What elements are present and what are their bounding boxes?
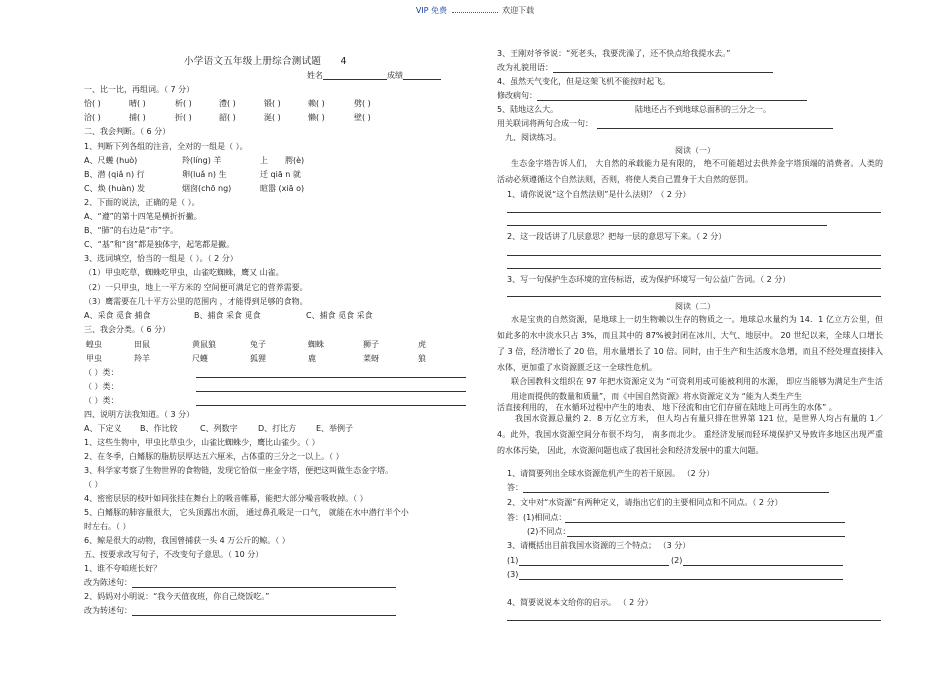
option-part: C、焕 (huàn) 发 bbox=[84, 184, 146, 193]
score-label: 成绩 bbox=[387, 71, 403, 80]
reading-2-paragraph-2b: 活直接利用的， 在水循环过程中产生的地表、 地下径流和由它们存留在陆地上可再生的水体” 。 bbox=[497, 403, 837, 412]
q1-option-b bbox=[84, 171, 301, 179]
q2-text: 2、下面的说法，正确的是（ ）。 bbox=[84, 198, 200, 207]
reading-1-q3: 3、写一句保护生态环境的宣传标语，或为保护环境写一句公益广告词。（ 2 分） bbox=[507, 275, 791, 284]
answer-line[interactable] bbox=[507, 212, 881, 213]
reading-1-q1: 1、请你说说“这个自然法则”是什么法则？（ 2 分） bbox=[507, 190, 691, 199]
s4-item-6: 6、鲸是很大的动物，我国曾捕获一头 4 万公斤的鲸。（ ） bbox=[84, 536, 290, 545]
r4-prompt: 修改病句： bbox=[497, 91, 537, 100]
reading-2-q3-3: (3) bbox=[507, 570, 519, 579]
choice-option[interactable]: B、捕食 采食 觅食 bbox=[194, 311, 261, 320]
s4-item-3: 3、科学家考察了生物世界的食物链，发现它恰似一座金字塔，便把这叫做生态金字塔。 bbox=[84, 466, 394, 475]
animal-word: 菜蚜 bbox=[363, 354, 379, 363]
word-item[interactable]: 锻( ) bbox=[264, 99, 281, 108]
q2-option-b: B、“肺”的右边是“市”字。 bbox=[84, 226, 179, 235]
section-9-heading: 九、阅读练习。 bbox=[505, 133, 561, 142]
section-5-heading: 五、按要求改写句子，不改变句子意思。（ 10 分） bbox=[84, 550, 264, 559]
q3-options bbox=[84, 312, 373, 320]
word-item[interactable]: 析( ) bbox=[175, 99, 192, 108]
s3-row-1 bbox=[84, 341, 426, 349]
option-part: 腭(è) bbox=[285, 156, 305, 165]
answer-line[interactable] bbox=[196, 377, 466, 378]
section-3-heading: 三、我会分类。（ 6 分） bbox=[84, 325, 171, 334]
s4-options bbox=[84, 425, 353, 433]
animal-word: 狼 bbox=[418, 354, 426, 363]
word-item[interactable]: 洽( ) bbox=[84, 113, 101, 122]
reading-2-q1: 1、请简要列出全球水资源危机产生的若干原因。 （2 分） bbox=[507, 469, 715, 478]
reading-2-q1-answer: 答： bbox=[507, 483, 523, 492]
q1-option-a bbox=[84, 157, 304, 165]
reading-2-paragraph-2: 联合国教科文组织在 97 年把水资源定义为 “可资利用或可能被利用的水源， 即应当能够为满足生产生活用途而提供的数量和质量”，而《中国自然资源》将水资源定义为 “能为人类生产生 bbox=[511, 377, 883, 401]
section-1-heading: 一、比一比，再组词。（ 7 分） bbox=[84, 85, 195, 94]
answer-line[interactable] bbox=[507, 255, 881, 256]
s4-item-3-answer: （ ） bbox=[84, 480, 103, 489]
answer-line[interactable] bbox=[196, 391, 466, 392]
vip-label: VIP 免费 bbox=[415, 6, 448, 15]
q2-option-c: C、“基”和“囱”都是独体字，起笔都是撇。 bbox=[84, 240, 235, 249]
animal-word: 田鼠 bbox=[134, 340, 150, 349]
reading-2-q3: 3、请概括出目前我国水资源的三个特点； （3 分） bbox=[507, 541, 691, 550]
class-line: （ ）类： bbox=[84, 396, 119, 405]
s4-item-5-answer: 时左右。（ ） bbox=[84, 522, 131, 531]
method-option: E、举例子 bbox=[316, 424, 354, 433]
method-option: D、打比方 bbox=[258, 424, 297, 433]
title-text: 小学语文五年级上册综合测试题 bbox=[184, 56, 322, 67]
answer-line[interactable] bbox=[507, 268, 881, 269]
answer-line[interactable] bbox=[597, 128, 833, 129]
word-item[interactable]: 捕( ) bbox=[129, 113, 146, 122]
answer-line[interactable] bbox=[565, 522, 845, 523]
answer-line[interactable] bbox=[507, 296, 881, 297]
animal-word: 兔子 bbox=[250, 340, 266, 349]
answer-line[interactable] bbox=[519, 579, 843, 580]
q3-sentence-1: （1）甲虫吃草，蜘蛛吃甲虫，山雀吃蜘蛛，鹰又 山雀。 bbox=[84, 268, 284, 277]
option-part: A、尺蠖 (huò) bbox=[84, 156, 138, 165]
answer-line[interactable] bbox=[523, 492, 829, 493]
choice-option[interactable]: C、捕食 觅食 采食 bbox=[306, 311, 373, 320]
answer-line[interactable] bbox=[132, 587, 396, 588]
answer-line[interactable] bbox=[507, 225, 827, 226]
r5-text-a: 5、陆地这么大。 bbox=[497, 105, 559, 114]
answer-line[interactable] bbox=[519, 565, 669, 566]
answer-line[interactable] bbox=[132, 615, 396, 616]
word-item[interactable]: 涎( ) bbox=[264, 113, 281, 122]
animal-word: 蜘蛛 bbox=[308, 340, 324, 349]
class-line: （ ）类： bbox=[84, 368, 119, 377]
animal-word: 蝗虫 bbox=[86, 340, 102, 349]
s1-row-1 bbox=[84, 100, 398, 108]
welcome-label: 欢迎下载 bbox=[502, 6, 535, 15]
reading-1-q2: 2、这一段话讲了几层意思？把每一层的意思写下来。（ 2 分） bbox=[507, 232, 727, 241]
word-item[interactable]: 晴( ) bbox=[129, 99, 146, 108]
s5-q1: 1、谁不夸咱班长好？ bbox=[84, 564, 162, 573]
r5-prompt: 用关联词将两句合成一句： bbox=[497, 119, 593, 128]
option-part: 暄嚣 (xiā o) bbox=[260, 184, 305, 193]
name-label: 姓名 bbox=[307, 71, 323, 80]
animal-word: 狐狸 bbox=[250, 354, 266, 363]
option-part: 烟囱(chō ng) bbox=[182, 184, 232, 193]
q1-text: 1、判断下列各组的注音，全对的一组是（ ）。 bbox=[84, 142, 248, 151]
method-option: C、列数字 bbox=[200, 424, 238, 433]
answer-line[interactable] bbox=[683, 565, 843, 566]
answer-line[interactable] bbox=[507, 620, 881, 621]
q3-sentence-3: （3）鹰需要在几十平方公里的范围内 ，才能得到足够的食物。 bbox=[84, 297, 308, 306]
animal-word: 黄鼠狼 bbox=[192, 340, 216, 349]
s5-q1-prompt: 改为陈述句： bbox=[84, 578, 132, 587]
header-divider bbox=[452, 6, 498, 13]
option-part: B、潜 (qiǎ n) 行 bbox=[84, 170, 145, 179]
animal-word: 尺蠖 bbox=[192, 354, 208, 363]
section-2-heading: 二、我会判断。（ 6 分） bbox=[84, 127, 171, 136]
s4-item-1: 1、这些生物中，甲虫比草虫少，山雀比蜘蛛少，鹰比山雀少。（ ） bbox=[84, 438, 320, 447]
option-part: 羚(líng) 羊 bbox=[182, 156, 222, 165]
method-option: A、下定义 bbox=[84, 424, 122, 433]
word-item[interactable]: 澧( ) bbox=[219, 99, 236, 108]
animal-word: 鹿 bbox=[308, 354, 316, 363]
s5-q2-prompt: 改为转述句： bbox=[84, 606, 132, 615]
option-part: 迁 qiā n 就 bbox=[260, 170, 301, 179]
word-item[interactable]: 恰( ) bbox=[84, 99, 101, 108]
s4-item-2: 2、在冬季，白鳍豚的脂肪层厚达五六厘米，占体重的三分之一以上。（ ） bbox=[84, 452, 344, 461]
word-item[interactable]: 劈( ) bbox=[354, 99, 371, 108]
animal-word: 甲虫 bbox=[86, 354, 102, 363]
answer-line[interactable] bbox=[196, 405, 466, 406]
s4-item-5: 5、白鳍豚的肺容量很大， 它头顶露出水面， 通过鼻孔吸足一口气， 就能在水中潜行半个小 bbox=[84, 508, 409, 517]
method-option: B、作比较 bbox=[140, 424, 178, 433]
reading-2-q3-2: (2) bbox=[671, 556, 683, 565]
word-item[interactable]: 韶( ) bbox=[219, 113, 236, 122]
option-part: 卵(luǎ n) 生 bbox=[182, 170, 227, 179]
reading-1-title: 阅读（一） bbox=[675, 146, 715, 155]
s5-q2: 2、妈妈对小明说：“我今天值夜班，你自己烧饭吃。” bbox=[84, 592, 270, 601]
animal-word: 羚羊 bbox=[134, 354, 150, 363]
name-score-row bbox=[307, 72, 441, 80]
word-item[interactable]: 赖( ) bbox=[308, 99, 325, 108]
reading-2-q2-diff: (2)不同点： bbox=[527, 527, 571, 536]
reading-1-passage: 生态金字塔告诉人们， 大自然的承载能力是有限的， 绝不可能超过去供养金字塔顶端的消费者。人类的活动必须遵循这个自然法则，否则，将使人类自己置身于大自然的惩罚。 bbox=[497, 159, 883, 184]
s1-row-2 bbox=[84, 114, 398, 122]
s4-item-4: 4、密密层层的枝叶如同张挂在舞台上的吸音帷幕，能把大部分噪音吸收掉。（ ） bbox=[84, 494, 368, 503]
reading-2-q2-same: 答：(1)相同点： bbox=[507, 513, 567, 522]
option-part: 上 bbox=[260, 156, 268, 165]
word-item[interactable]: 壁( ) bbox=[354, 113, 371, 122]
class-line: （ ）类： bbox=[84, 382, 119, 391]
score-field[interactable] bbox=[403, 72, 441, 80]
word-item[interactable]: 懒( ) bbox=[308, 113, 325, 122]
reading-2-q4: 4、简要说说本文给你的启示。 （ 2 分） bbox=[507, 598, 653, 607]
name-field[interactable] bbox=[323, 72, 387, 80]
reading-2-q2: 2、文中对“水资源”有两种定义，请指出它们的主要相同点和不同点。（ 2 分） bbox=[507, 498, 783, 507]
r4-text: 4、虽然天气变化，但是这架飞机不能按时起飞。 bbox=[497, 77, 671, 86]
q3-text: 3、选词填空，恰当的一组是（ ）。（ 2 分） bbox=[84, 254, 238, 263]
answer-line[interactable] bbox=[567, 536, 845, 537]
r3-prompt: 改为礼貌用语： bbox=[497, 63, 553, 72]
choice-option[interactable]: A、采食 觅食 捕食 bbox=[84, 311, 151, 320]
page-header bbox=[0, 6, 950, 20]
title-number: 4 bbox=[340, 56, 347, 67]
q2-option-a: A、“遵”的第十四笔是横折折撇。 bbox=[84, 212, 202, 221]
animal-word: 狮子 bbox=[363, 340, 379, 349]
r5-text-b: 陆地还占不到地球总面积的三分之一。 bbox=[635, 105, 771, 114]
animal-word: 虎 bbox=[418, 340, 426, 349]
page-title bbox=[184, 57, 347, 67]
word-item[interactable]: 折( ) bbox=[175, 113, 192, 122]
q1-option-c bbox=[84, 185, 304, 193]
q3-sentence-2: （2）一只甲虫，地上一平方米的 空间便可满足它的营养需要。 bbox=[84, 283, 308, 292]
reading-2-paragraph-3: 我国水资源总量约 2．8 万亿立方米， 但人均占有量只排在世界第 121 位，是世界人均占有量的 1／4。此外，我国水资源空间分布很不均匀， 南多而北少。 重经济发展而轻环境保护又导致许多地区出现严重的水体污染， 因此，水资源问题也成了我国社会和经济发展中的重大问题。 bbox=[497, 414, 883, 455]
section-4-heading: 四、说明方法我知道。（ 3 分） bbox=[84, 410, 195, 419]
answer-line[interactable] bbox=[537, 100, 807, 101]
reading-2-paragraph-1: 水是宝贵的自然资源，是地球上一切生物赖以生存的物质之一。地球总水量约为 14．1 亿立方公里，但如此多的水中淡水只占 3%，而且其中的 87%被封闭在冰川、大气、地层中。 20 世纪以来，全球人口增长了 3 倍，经济增长了 20 倍，用水量增长了 10 倍。同时，由于生产和生活废水急增，而且不经处理直接排入水体，更加重了水资源匮乏这一全球性危机。 bbox=[497, 315, 883, 372]
reading-2-title: 阅读（二） bbox=[675, 302, 715, 311]
answer-line[interactable] bbox=[553, 72, 773, 73]
r3-text: 3、王刚对爷爷说：“死老头，我要洗澡了，还不快点给我提水去。” bbox=[497, 49, 731, 58]
reading-2-q3-1: (1) bbox=[507, 556, 519, 565]
s3-row-2 bbox=[84, 355, 426, 363]
